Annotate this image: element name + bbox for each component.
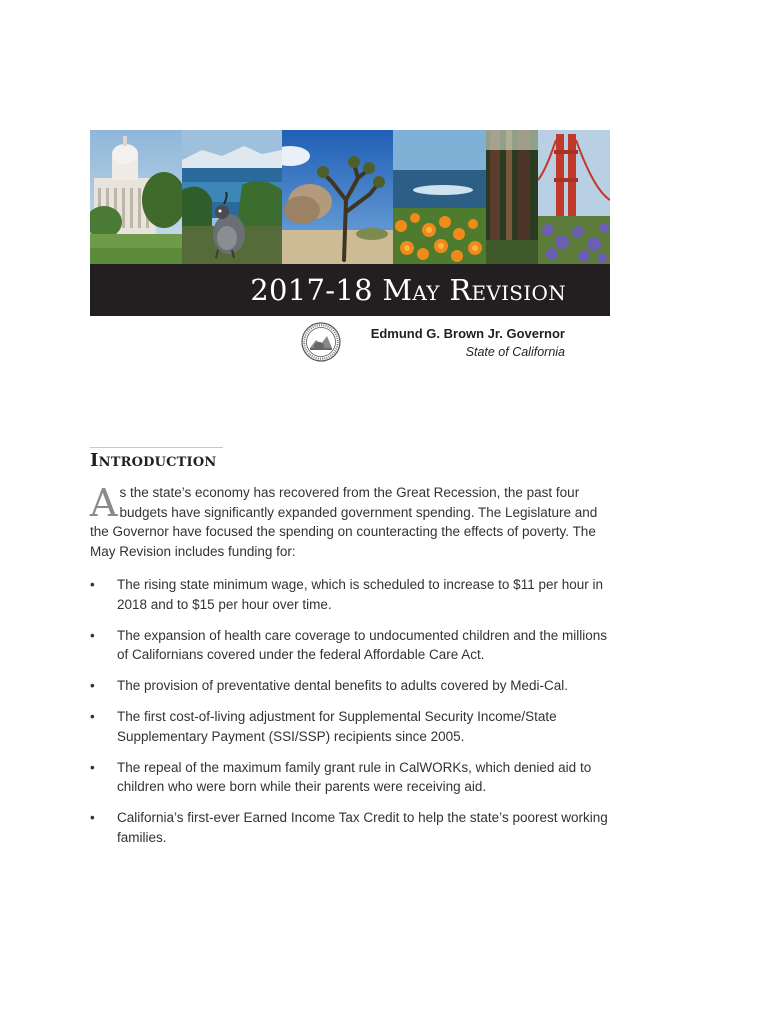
funding-list [90, 575, 610, 859]
quail-lake-photo [182, 130, 282, 264]
title-bar [90, 264, 610, 316]
bullet-icon: • [90, 627, 95, 643]
list-item-text: The first cost-of-living adjustment for Supplemental Security Income/State Supplementary Payment (SSI/SSP) recipients since 2005. [117, 709, 557, 744]
list-item [90, 707, 610, 746]
governor-name: Edmund G. Brown Jr. Governor [370, 326, 565, 341]
list-item-text: California’s first-ever Earned Income Tax Credit to help the state’s poorest working families. [117, 810, 608, 845]
golden-gate-photo [538, 130, 610, 264]
list-item-text: The repeal of the maximum family grant rule in CalWORKs, which denied aid to children who were born while their parents were receiving aid. [117, 759, 592, 794]
list-item [90, 575, 610, 614]
state-seal-icon [301, 322, 341, 362]
document-title: 2017-18 May Revision [250, 273, 566, 307]
list-item [90, 676, 610, 696]
intro-paragraph-text: s the state’s economy has recovered from the Great Recession, the past four budgets have significantly expanded government spending. The Legislature and the Governor have focused the spending on counteracting the effects of poverty. The May Revision includes funding for: [90, 485, 598, 559]
joshua-tree-photo [282, 130, 393, 264]
list-item-text: The rising state minimum wage, which is scheduled to increase to $11 per hour in 2018 and to $15 per hour over time. [117, 577, 603, 612]
bullet-icon: • [90, 759, 95, 775]
list-item [90, 808, 610, 847]
bullet-icon: • [90, 709, 95, 724]
cover-banner [90, 130, 610, 316]
photo-strip [90, 130, 610, 264]
state-name: State of California [465, 345, 565, 359]
bullet-icon: • [90, 810, 95, 825]
list-item [90, 626, 610, 665]
list-item-text: The provision of preventative dental benefits to adults covered by Medi-Cal. [117, 678, 568, 693]
list-item [90, 758, 610, 797]
section-divider [90, 447, 223, 448]
bullet-icon: • [90, 577, 95, 592]
capitol-photo [90, 130, 182, 264]
intro-paragraph [90, 483, 600, 561]
redwoods-photo [486, 130, 538, 264]
bullet-icon: • [90, 678, 95, 693]
drop-cap: A [90, 481, 118, 525]
section-heading: Introduction [90, 450, 217, 471]
poppies-coast-photo [393, 130, 486, 264]
list-item-text: The expansion of health care coverage to undocumented children and the millions of Californians covered under the federal Affordable Care Act. [117, 627, 608, 662]
